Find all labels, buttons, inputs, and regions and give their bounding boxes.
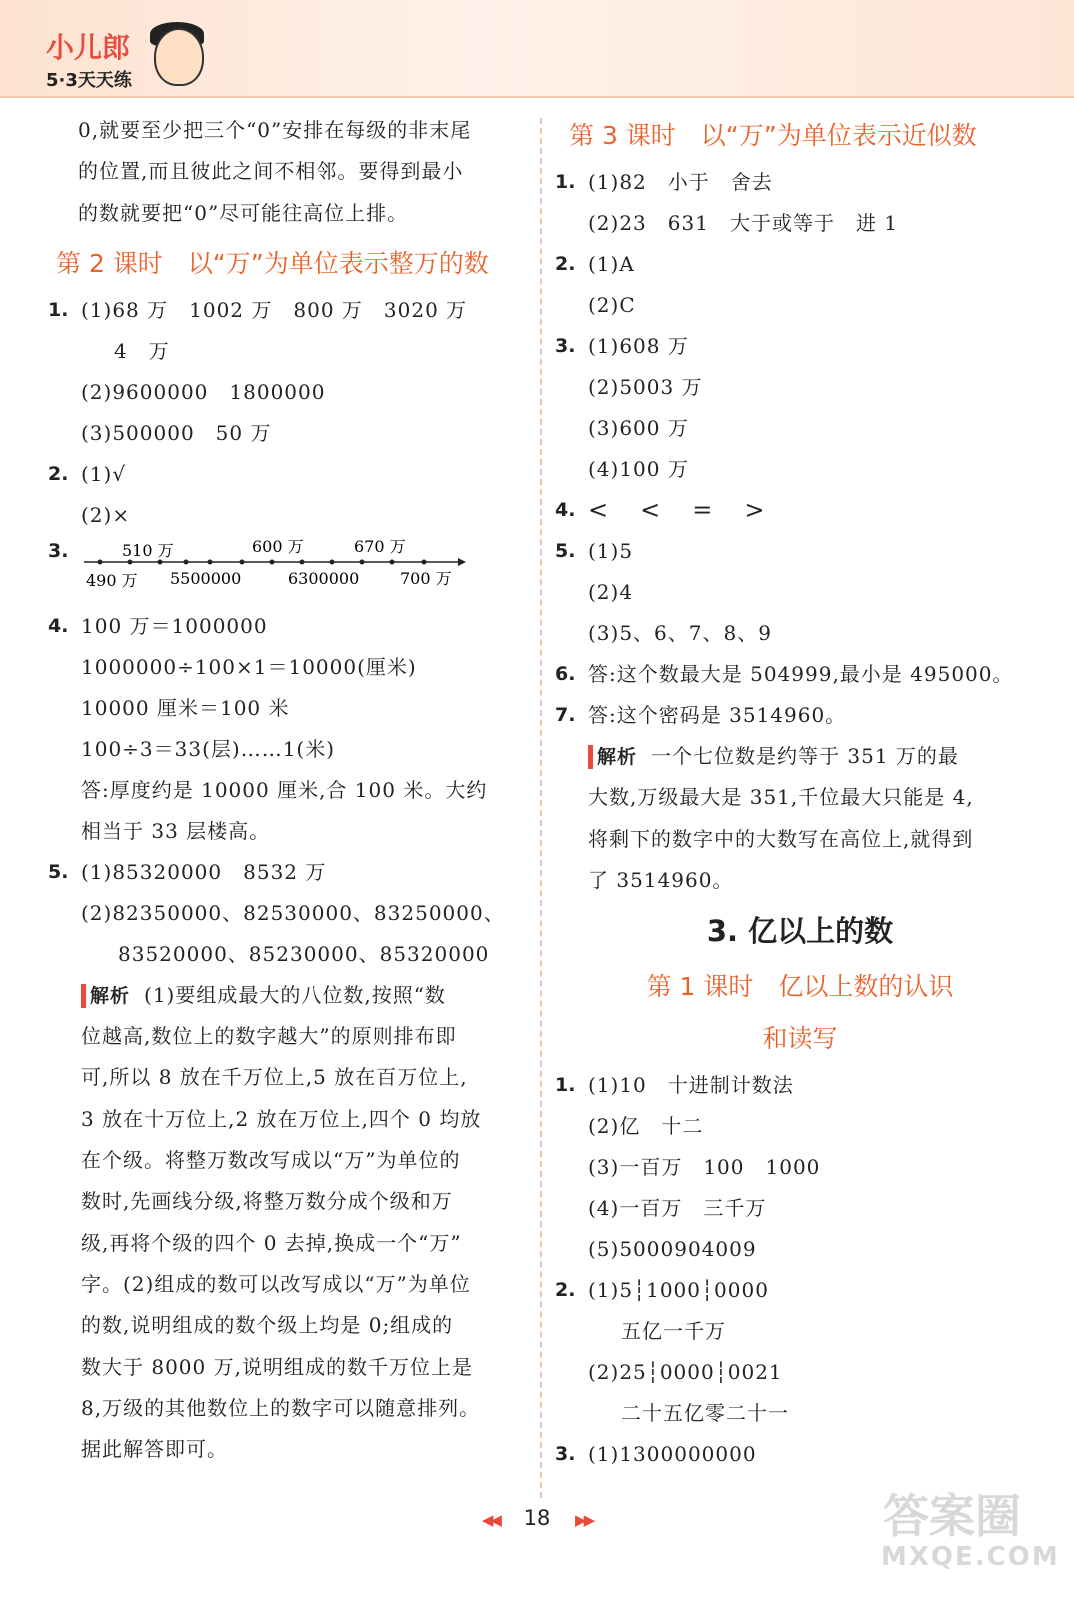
answer-line: (1)608 万 xyxy=(588,334,689,358)
answer-line: 答:厚度约是 10000 厘米,合 100 米。大约 xyxy=(81,777,488,802)
answer-line: (3)600 万 xyxy=(588,416,689,440)
answer-line: (1)10 十进制计数法 xyxy=(588,1073,794,1098)
analysis-line: 可,所以 8 放在千万位上,5 放在百万位上, xyxy=(81,1065,468,1090)
answer-line: (1)A xyxy=(588,252,635,276)
answer-line: (1)1300000000 xyxy=(588,1442,757,1467)
answer-line: 五亿一千万 xyxy=(621,1319,726,1344)
analysis-line: 数大于 8000 万,说明组成的数千万位上是 xyxy=(81,1354,473,1379)
intro-line: 0,就要至少把三个“0”安排在每级的非末尾 xyxy=(78,118,472,142)
answer-line: (1)68 万 1002 万 800 万 3020 万 xyxy=(81,297,468,322)
r-question-5 xyxy=(555,531,1045,654)
question-4 xyxy=(48,606,538,852)
answer-line: 答:这个数最大是 504999,最小是 495000。 xyxy=(588,662,1014,686)
question-number: 3. xyxy=(555,1443,576,1466)
question-number: 3. xyxy=(48,539,69,562)
analysis-line: 大数,万级最大是 351,千位最大只能是 4, xyxy=(588,785,974,810)
r-question-7 xyxy=(555,695,1045,736)
answer-line: 100 万＝1000000 xyxy=(81,613,268,638)
answer-line: (5)5000904009 xyxy=(588,1237,757,1262)
question-number: 2. xyxy=(555,253,576,275)
analysis-line: 数时,先画线分级,将整万数分成个级和万 xyxy=(81,1189,453,1214)
answer-line: 4 万 xyxy=(114,338,170,363)
analysis-line: 据此解答即可。 xyxy=(81,1437,228,1462)
analysis-line: 3 放在十万位上,2 放在万位上,四个 0 均放 xyxy=(81,1106,482,1131)
answer-line: 1000000÷100×1＝10000(厘米) xyxy=(81,654,417,679)
answer-line: (1)√ xyxy=(81,461,127,486)
section-title-lesson3: 第 3 课时 以“万”为单位表示近似数 xyxy=(569,121,977,150)
page-number: 18 xyxy=(523,1506,551,1530)
question-2 xyxy=(48,454,538,536)
logo-sub-text: 5·3天天练 xyxy=(46,70,132,91)
analysis-line: (1)要组成最大的八位数,按照“数 xyxy=(144,982,446,1007)
s2-question-2 xyxy=(555,1270,1045,1434)
answer-line: (4)100 万 xyxy=(588,457,689,481)
answer-line: (1)85320000 8532 万 xyxy=(81,859,327,884)
r-question-1 xyxy=(555,162,1045,244)
analysis-line: 一个七位数是约等于 351 万的最 xyxy=(651,744,959,768)
top-label: 670 万 xyxy=(354,536,406,556)
question-number: 1. xyxy=(48,298,69,321)
answer-line: (2)5003 万 xyxy=(588,375,703,399)
answer-line: 答:这个密码是 3514960。 xyxy=(588,703,847,727)
question-number: 1. xyxy=(555,1074,576,1097)
section-title-chapter3-lesson1: 第 1 课时 亿以上数的认识 xyxy=(646,972,954,1002)
top-label: 510 万 xyxy=(122,540,174,560)
answer-line: (3)一百万 100 1000 xyxy=(588,1155,821,1180)
answer-line: (3)500000 50 万 xyxy=(81,420,272,445)
bottom-label: 6300000 xyxy=(288,568,360,588)
analysis-line: 字。(2)组成的数可以改写成以“万”为单位 xyxy=(81,1271,471,1296)
answer-line: (2)× xyxy=(81,502,131,527)
question-1 xyxy=(48,290,538,454)
intro-paragraph xyxy=(48,110,538,234)
next-arrows-icon: ▶▶ xyxy=(575,1511,593,1529)
question-number: 5. xyxy=(555,540,576,562)
chapter-title: 3. 亿以上的数 xyxy=(706,914,894,949)
r-analysis-block xyxy=(555,736,1045,901)
mascot-icon xyxy=(154,28,204,86)
brand-logo xyxy=(46,26,196,96)
question-number: 7. xyxy=(555,704,576,726)
watermark-url: MXQE.COM xyxy=(881,1542,1060,1572)
answer-line: (1)5┆1000┆0000 xyxy=(588,1278,769,1303)
intro-line: 的数就要把“0”尽可能往高位上排。 xyxy=(78,200,409,225)
bottom-label: 700 万 xyxy=(400,568,452,588)
answer-line: < < = > xyxy=(588,496,769,524)
s2-question-3 xyxy=(555,1434,1045,1475)
logo-main-text: 小儿郎 xyxy=(46,31,131,64)
bottom-label: 5500000 xyxy=(170,568,242,588)
answer-line: (2)C xyxy=(588,293,636,317)
answer-line: 10000 厘米＝100 米 xyxy=(81,695,290,720)
question-number: 2. xyxy=(48,462,69,485)
analysis-line: 级,再将个级的四个 0 去掉,换成一个“万” xyxy=(81,1230,462,1255)
analysis-line: 将剩下的数字中的大数写在高位上,就得到 xyxy=(588,826,974,851)
column-divider xyxy=(540,118,542,1498)
answer-line: (1)5 xyxy=(588,539,634,563)
question-3-number-line xyxy=(48,536,538,598)
question-number: 2. xyxy=(555,1279,576,1302)
question-number: 1. xyxy=(555,171,576,193)
analysis-line: 位越高,数位上的数字越大”的原则排布即 xyxy=(81,1024,457,1049)
top-label: 600 万 xyxy=(252,536,304,556)
question-number: 5. xyxy=(48,860,69,883)
section-title-lesson2: 第 2 课时 以“万”为单位表示整万的数 xyxy=(56,248,489,278)
question-number: 3. xyxy=(555,335,576,357)
r-question-2 xyxy=(555,244,1045,326)
r-question-4 xyxy=(555,490,1045,531)
answer-line: 83520000、85230000、85320000 xyxy=(118,941,490,966)
analysis-line: 在个级。将整万数改写成以“万”为单位的 xyxy=(81,1148,461,1173)
r-question-3 xyxy=(555,326,1045,490)
header-bar xyxy=(0,0,1074,98)
answer-line: (1)82 小于 舍去 xyxy=(588,170,773,194)
analysis-block xyxy=(48,975,538,1471)
answer-line: (4)一百万 三千万 xyxy=(588,1196,767,1221)
intro-line: 的位置,而且彼此之间不相邻。要得到最小 xyxy=(78,159,464,184)
answer-line: (2)9600000 1800000 xyxy=(81,379,326,404)
answer-line: (2)25┆0000┆0021 xyxy=(588,1360,783,1385)
prev-arrows-icon: ◀◀ xyxy=(481,1511,499,1529)
right-column xyxy=(555,110,1045,1475)
answer-line: 100÷3＝33(层)……1(米) xyxy=(81,736,336,761)
question-5 xyxy=(48,852,538,975)
left-column xyxy=(48,110,538,1470)
analysis-tag: 解析 xyxy=(588,745,637,769)
watermark-logo xyxy=(875,1480,1060,1580)
s2-question-1 xyxy=(555,1065,1045,1270)
question-number: 6. xyxy=(555,663,576,685)
question-number: 4. xyxy=(555,499,576,521)
watermark-text: 答案圈 xyxy=(883,1489,1021,1543)
section-title-continuation: 和读写 xyxy=(762,1024,838,1054)
question-number: 4. xyxy=(48,614,69,637)
answer-line: (2)23 631 大于或等于 进 1 xyxy=(588,211,899,235)
bottom-label: 490 万 xyxy=(86,570,138,590)
answer-line: (2)4 xyxy=(588,580,634,604)
analysis-line: 了 3514960。 xyxy=(588,867,734,892)
analysis-line: 8,万级的其他数位上的数字可以随意排列。 xyxy=(81,1395,481,1420)
analysis-tag: 解析 xyxy=(81,984,130,1008)
answer-line: (3)5、6、7、8、9 xyxy=(588,621,772,645)
r-question-6 xyxy=(555,654,1045,695)
analysis-line: 的数,说明组成的数个级上均是 0;组成的 xyxy=(81,1313,454,1338)
number-line-diagram xyxy=(80,536,500,598)
answer-line: (2)82350000、82530000、83250000、 xyxy=(81,900,505,925)
answer-line: 二十五亿零二十一 xyxy=(621,1401,789,1426)
answer-line: (2)亿 十二 xyxy=(588,1114,704,1139)
answer-line: 相当于 33 层楼高。 xyxy=(81,818,271,843)
